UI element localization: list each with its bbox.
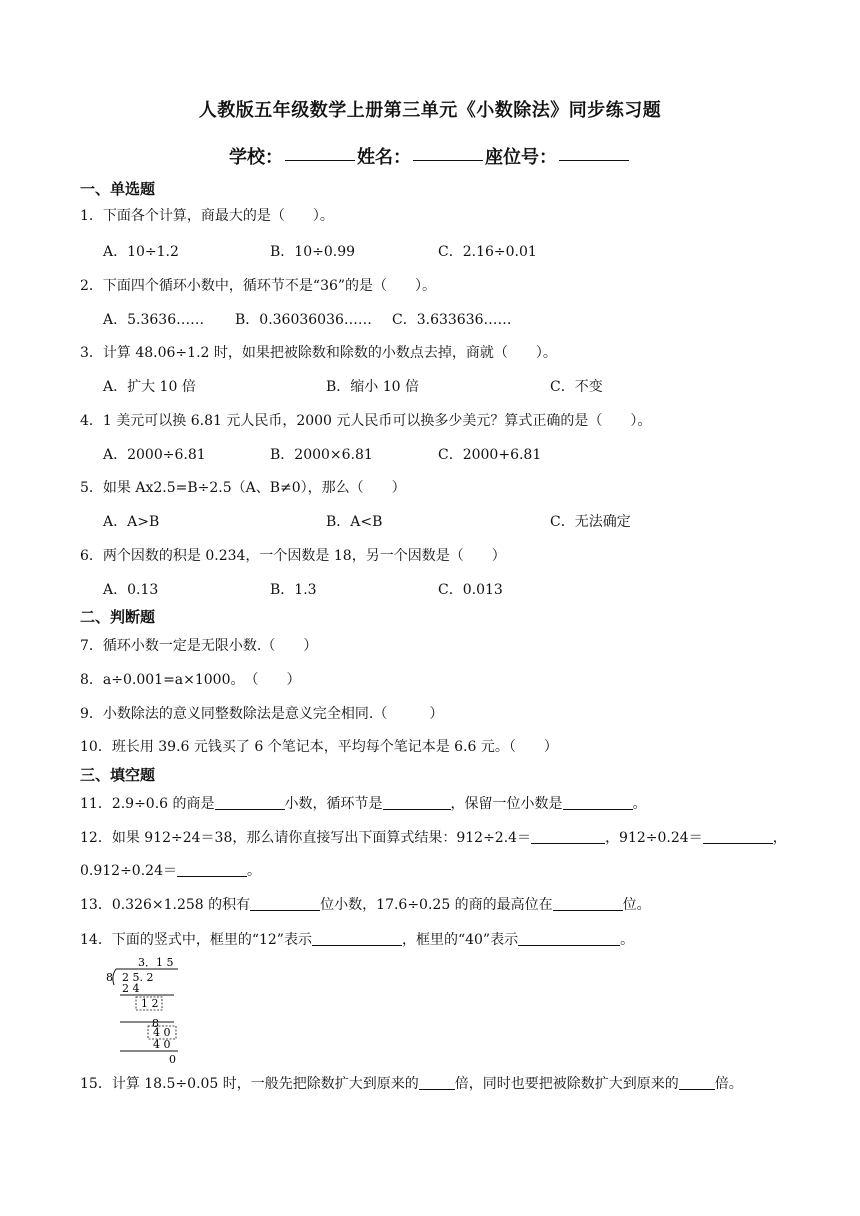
question-13-text-3: 位。 [622, 897, 651, 913]
question-3-option-b[interactable]: B．缩小 10 倍 [326, 379, 420, 395]
question-11-text-4: 。 [632, 796, 647, 812]
name-blank[interactable] [413, 146, 483, 161]
question-14-text-3: 。 [620, 932, 635, 948]
answer-blank[interactable] [312, 931, 402, 946]
division-row-24: 2 4 [122, 982, 140, 995]
question-15-text-3: 倍。 [714, 1076, 743, 1092]
answer-blank[interactable] [177, 862, 247, 877]
question-12-line-1 [80, 827, 787, 847]
division-bracket [113, 969, 116, 985]
question-12-text-3: ， [772, 830, 787, 846]
division-dividend: 2 5. 2 [122, 971, 154, 984]
question-13-text-2: 位小数，17.6÷0.25 的商的最高位在 [320, 897, 553, 913]
question-13-text-1: 13．0.326×1.258 的积有 [80, 897, 251, 913]
question-4-stem: 4．1 美元可以换 6.81 元人民币，2000 元人民币可以换多少美元？算式正确的是（ ）。 [80, 413, 652, 429]
question-12-text-2: ，912÷0.24＝ [605, 830, 703, 846]
answer-blank[interactable] [679, 1075, 715, 1090]
question-10: 10．班长用 39.6 元钱买了 6 个笔记本，平均每个笔记本是 6.6 元。（ ） [80, 739, 558, 755]
question-12-text-4: 0.912÷0.24＝ [80, 863, 177, 879]
question-14 [80, 929, 634, 949]
question-5-stem: 5．如果 Ax2.5=B÷2.5（A、B≠0），那么（ ） [80, 480, 406, 496]
question-1-option-b[interactable]: B．10÷0.99 [270, 244, 356, 260]
division-row-40: 4 0 [153, 1026, 171, 1039]
section-heading-single-choice: 一、单选题 [80, 180, 156, 198]
answer-blank[interactable] [563, 795, 633, 810]
answer-blank[interactable] [383, 795, 451, 810]
question-1-stem: 1．下面各个计算，商最大的是（ ）。 [80, 208, 334, 224]
division-row-12: 1 2 [141, 997, 159, 1010]
question-11-text-3: ，保留一位小数是 [450, 796, 563, 812]
question-3-option-c[interactable]: C．不变 [550, 379, 603, 395]
division-divisor: 8 [106, 971, 113, 984]
answer-blank[interactable] [553, 896, 623, 911]
name-label: 姓名： [357, 147, 411, 168]
question-3-stem: 3．计算 48.06÷1.2 时，如果把被除数和除数的小数点去掉，商就（ ）。 [80, 345, 557, 361]
question-4-option-a[interactable]: A．2000÷6.81 [103, 447, 206, 463]
answer-blank[interactable] [250, 896, 320, 911]
question-6-stem: 6．两个因数的积是 0.234，一个因数是 18，另一个因数是（ ） [80, 548, 506, 564]
question-15-text-1: 15．计算 18.5÷0.05 时，一般先把除数扩大到原来的 [80, 1076, 419, 1092]
question-13 [80, 894, 651, 914]
question-1-option-c[interactable]: C．2.16÷0.01 [438, 244, 537, 260]
question-12-text-5: 。 [246, 863, 261, 879]
question-6-option-a[interactable]: A．0.13 [103, 582, 159, 598]
question-11-text-2: 小数，循环节是 [284, 796, 383, 812]
question-2-option-c[interactable]: C．3.633636…… [392, 312, 512, 328]
question-5-option-a[interactable]: A．A>B [103, 514, 160, 530]
answer-blank[interactable] [419, 1075, 455, 1090]
school-label: 学校： [229, 147, 283, 168]
question-6-option-c[interactable]: C．0.013 [438, 582, 503, 598]
question-11-text-1: 11．2.9÷0.6 的商是 [80, 796, 215, 812]
question-8: 8．a÷0.001=a×1000。 （ ） [80, 672, 301, 688]
question-14-text-1: 14．下面的竖式中，框里的“12”表示 [80, 932, 312, 948]
question-2-option-b[interactable]: B．0.36036036…… [235, 312, 372, 328]
question-6-option-b[interactable]: B．1.3 [270, 582, 317, 598]
seat-label: 座位号： [485, 147, 557, 168]
question-12-text-1: 12．如果 912÷24＝38，那么请你直接写出下面算式结果：912÷2.4＝ [80, 830, 532, 846]
worksheet-title: 人教版五年级数学上册第三单元《小数除法》同步练习题 [198, 100, 662, 121]
question-5-option-b[interactable]: B．A<B [326, 514, 383, 530]
division-quotient: 3．1 5 [138, 956, 174, 969]
question-14-text-2: ，框里的“40”表示 [401, 932, 519, 948]
section-heading-fill-in: 三、填空题 [80, 766, 156, 784]
question-1-option-a[interactable]: A．10÷1.2 [103, 244, 179, 260]
question-4-option-b[interactable]: B．2000×6.81 [270, 447, 373, 463]
question-3-option-a[interactable]: A．扩大 10 倍 [103, 379, 196, 395]
question-5-option-c[interactable]: C．无法确定 [550, 514, 631, 530]
division-remainder: 0 [169, 1053, 176, 1066]
question-4-option-c[interactable]: C．2000+6.81 [438, 447, 542, 463]
question-2-stem: 2．下面四个循环小数中，循环节不是“36”的是（ ）。 [80, 278, 437, 294]
answer-blank[interactable] [703, 829, 773, 844]
question-11 [80, 793, 647, 813]
school-blank[interactable] [285, 146, 355, 161]
answer-blank[interactable] [518, 931, 620, 946]
answer-blank[interactable] [531, 829, 605, 844]
division-row-8: 8 [152, 1017, 159, 1030]
question-15-text-2: 倍，同时也要把被除数扩大到原来的 [454, 1076, 679, 1092]
question-2-option-a[interactable]: A．5.3636…… [103, 312, 205, 328]
long-division-figure [100, 954, 190, 1066]
seat-blank[interactable] [559, 146, 629, 161]
student-info-line [0, 143, 860, 169]
section-heading-true-false: 二、判断题 [80, 608, 156, 626]
question-15 [80, 1073, 743, 1093]
question-9: 9．小数除法的意义同整数除法是意义完全相同.（ ） [80, 706, 444, 722]
answer-blank[interactable] [215, 795, 285, 810]
question-12-line-2 [80, 860, 261, 880]
division-row-40-second: 4 0 [153, 1038, 171, 1051]
question-7: 7．循环小数一定是无限小数.（ ） [80, 638, 318, 654]
